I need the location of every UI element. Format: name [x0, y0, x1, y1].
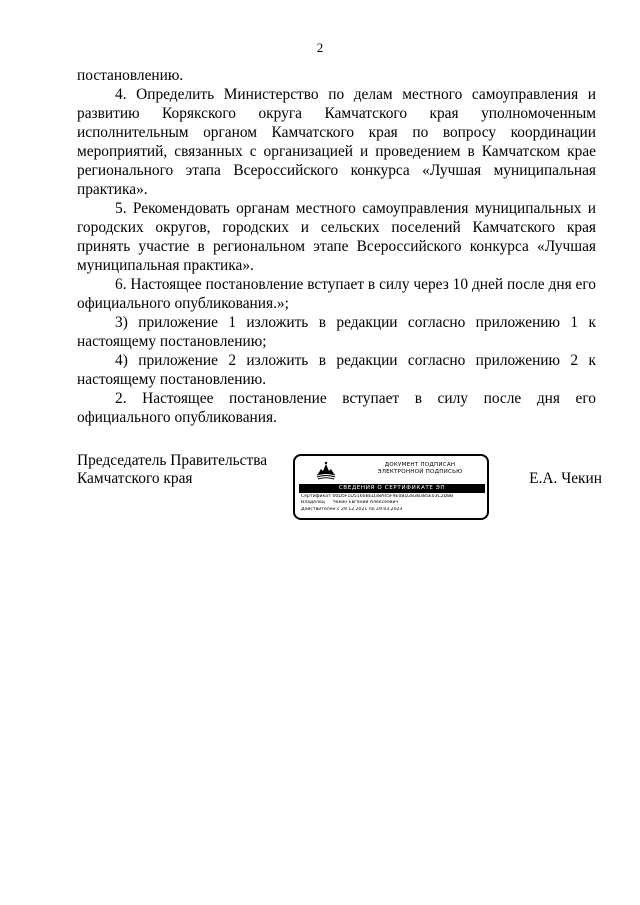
stamp-title-line-1: ДОКУМЕНТ ПОДПИСАН [384, 462, 456, 468]
e-signature-stamp [293, 454, 489, 520]
signer-title-line-2: Камчатского края [77, 470, 193, 487]
paragraph-item-2: 2. Настоящее постановление вступает в силу после дня его официального опубликования. [77, 390, 596, 426]
coat-of-arms-icon [315, 460, 337, 482]
stamp-value: 00D5F1D5160BED38A45F9E0BD283B385E03C2D8B [332, 494, 454, 499]
stamp-certificate-details [301, 494, 485, 513]
stamp-label: Владелец [301, 500, 325, 506]
signer-name: Е.А. Чекин [529, 470, 602, 487]
signer-title-line-1: Председатель Правительства [77, 452, 268, 469]
stamp-title-line-2: ЭЛЕКТРОННОЙ ПОДПИСЬЮ [377, 469, 463, 475]
stamp-row-validity [301, 507, 485, 513]
signer-title [77, 452, 267, 488]
paragraph-continuation: постановлению. [77, 67, 184, 84]
stamp-value: Действителен с 29.12.2021 по 29.03.2023 [301, 506, 403, 512]
document-body [77, 66, 596, 427]
paragraph-subitem-4: 4) приложение 2 изложить в редакции согласно приложению 2 к настоящему постановлению. [77, 352, 596, 388]
paragraph-item-4: 4. Определить Министерство по делам местного самоуправления и развитию Корякского округа Камчатского края уполномоченным исполнительным органом Камчатского края по вопросу координации мероприятий, связанных с организацией и проведением в Камчатском крае регионального этапа Всероссийского конкурса «Лучшая муниципальная практика». [77, 86, 596, 198]
stamp-value: Чекин Евгений Алексеевич [332, 500, 399, 506]
paragraph-subitem-3: 3) приложение 1 изложить в редакции согласно приложению 1 к настоящему постановлению; [77, 314, 596, 350]
paragraph-item-5: 5. Рекомендовать органам местного самоуправления муниципальных и городских округов, городских и сельских поселений Камчатского края принять участие в региональном этапе Всероссийского конкурса «Лучшая муниципальная практика». [77, 200, 596, 274]
stamp-title [355, 462, 485, 476]
paragraph-item-6: 6. Настоящее постановление вступает в силу через 10 дней после дня его официального опубликования.»; [77, 276, 596, 312]
stamp-label: Сертификат [301, 494, 331, 499]
stamp-certificate-header: СВЕДЕНИЯ О СЕРТИФИКАТЕ ЭП [299, 484, 485, 493]
page-number: 2 [316, 40, 324, 55]
